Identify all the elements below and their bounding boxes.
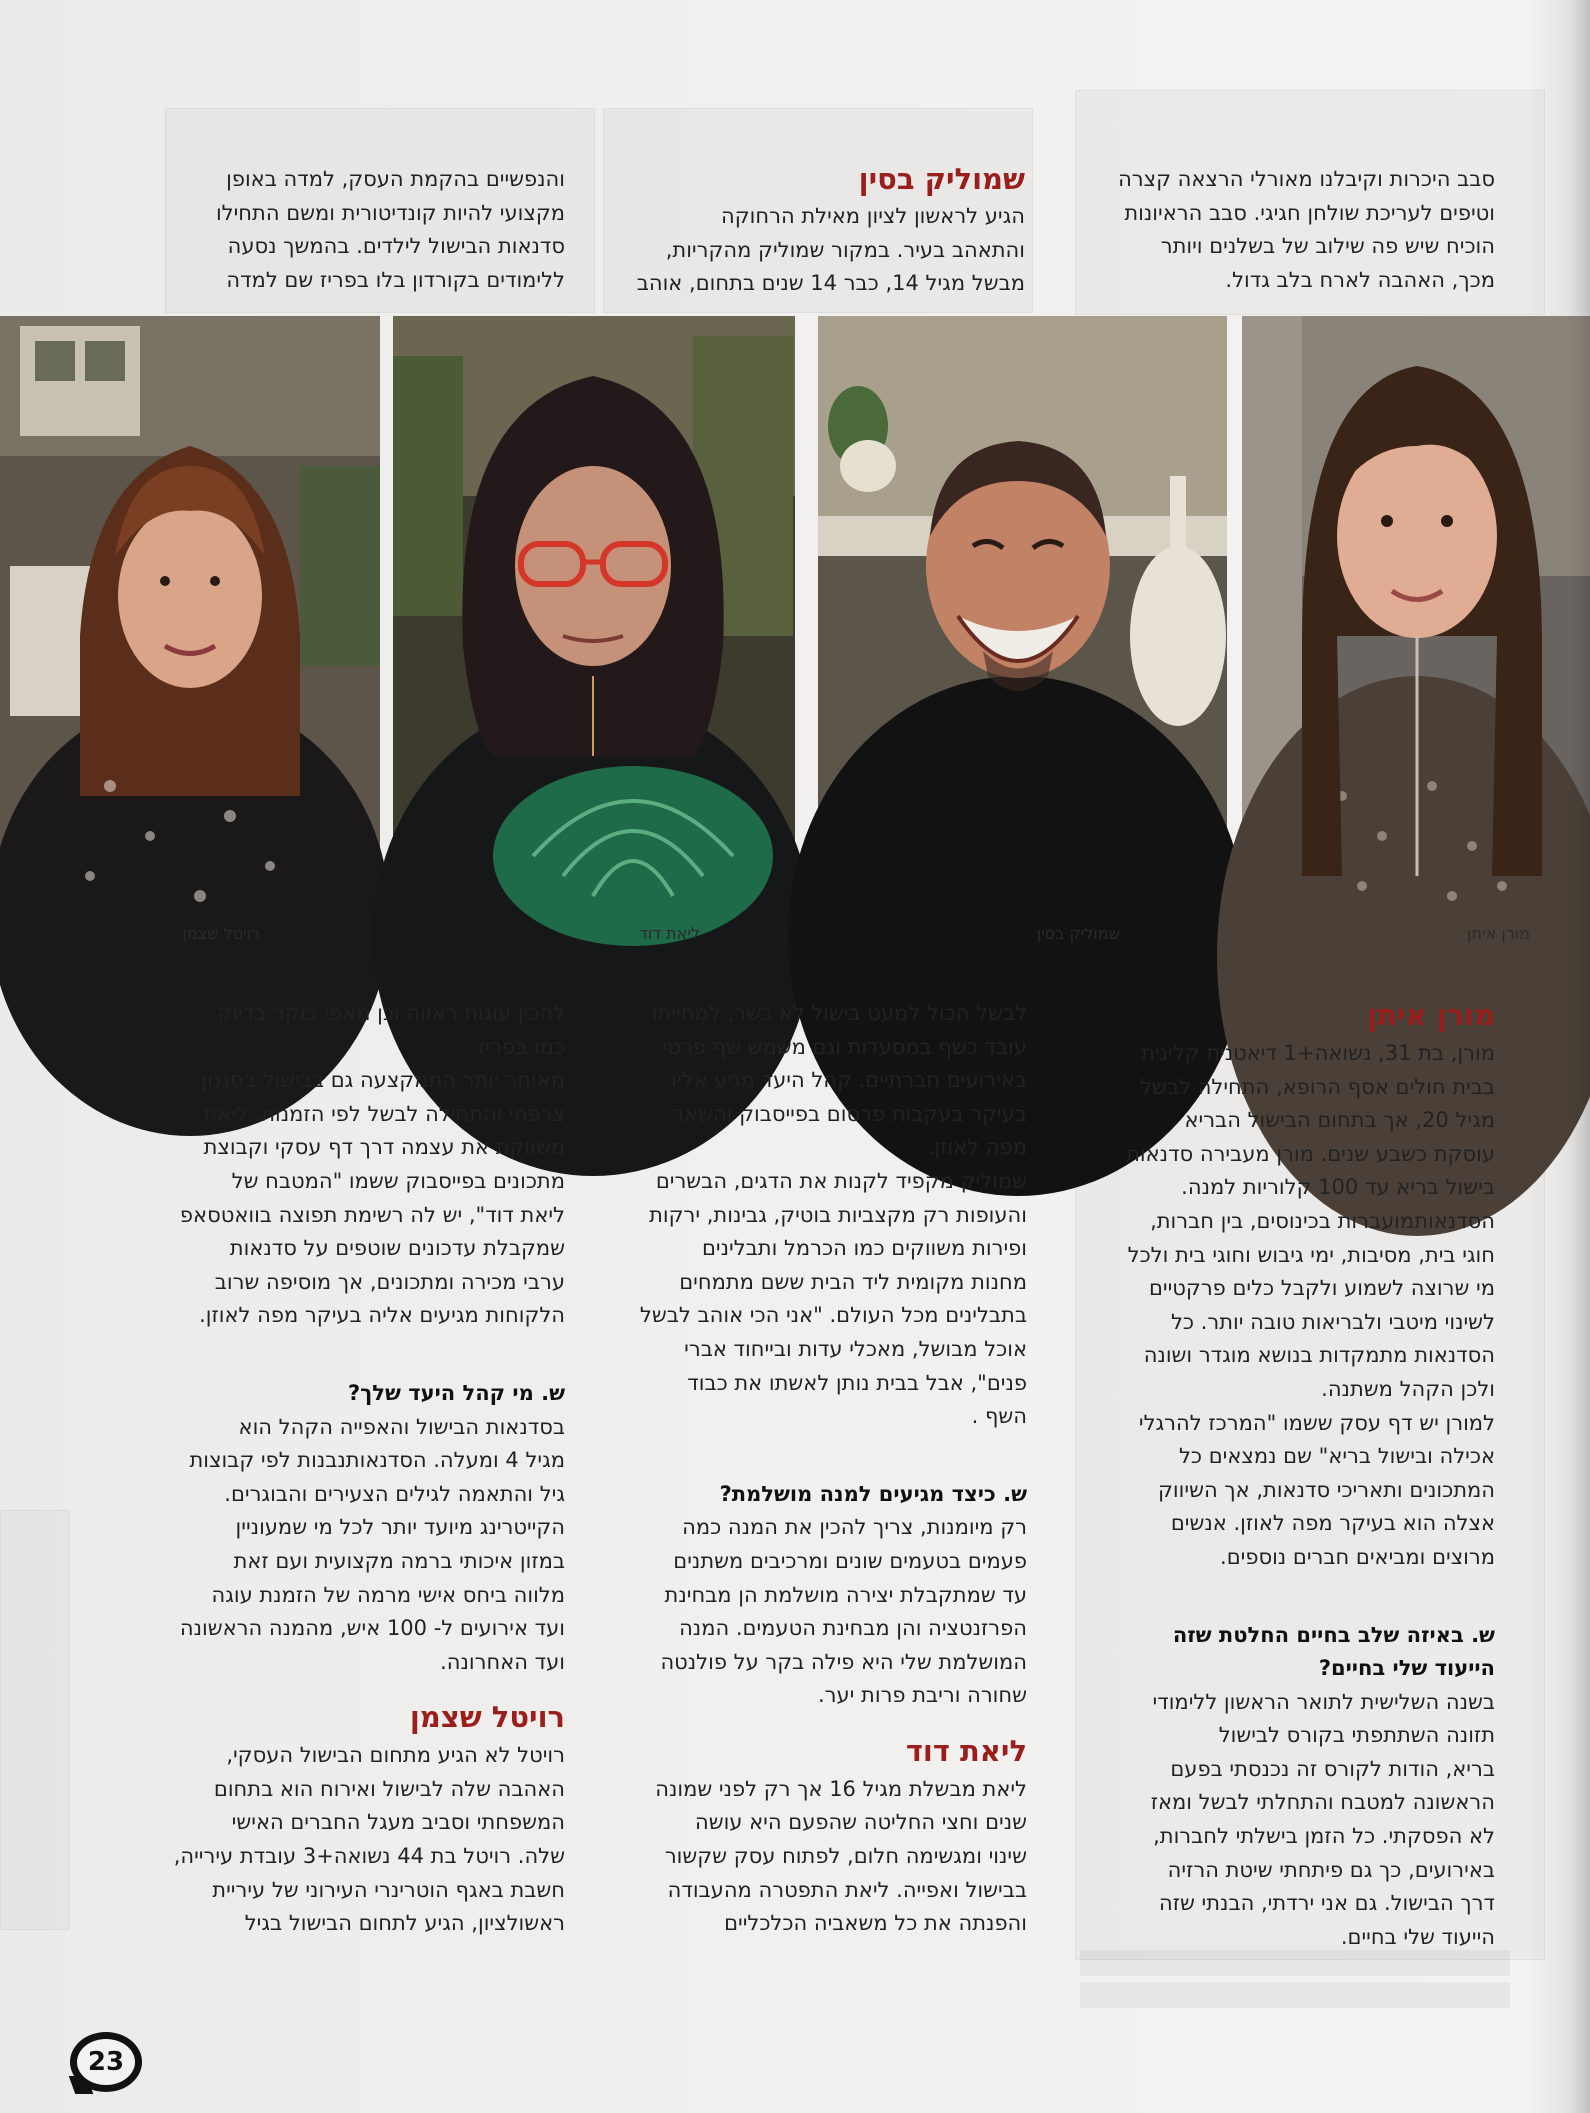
- text-line: צרפתי והתחילה לבשל לפי הזמנות. ליאת: [203, 1101, 565, 1126]
- text-line: שמוליק מקפיד לקנות את הדגים, הבשרים: [655, 1168, 1027, 1193]
- text-line: מגיל 20, אך בתחום הבישול הבריא: [1184, 1108, 1495, 1133]
- text-line: בשנה השלישית לתואר הראשון ללימודי: [1152, 1689, 1495, 1714]
- text-line: חשבת באגף הוטרינרי העירוני של עיריית: [212, 1877, 565, 1902]
- portrait-image: [818, 316, 1227, 919]
- text-line: הסדנאותמועברות בכינוסים, בין חברות,: [1150, 1208, 1495, 1233]
- text-line: וטיפים לעריכת שולחן חגיגי. סבב הראיונות: [1124, 200, 1495, 225]
- text-line: המתכונים ותאריכי סדנאות, אך השיווק: [1158, 1477, 1495, 1502]
- photo-caption: ליאת דוד: [639, 924, 700, 943]
- text-line: שחורה וריבת פרות יער.: [818, 1683, 1027, 1708]
- interview-question: ש. כיצד מגיעים למנה מושלמת?: [719, 1481, 1027, 1506]
- text-line: הקייטרינג מיועד יותר לכל מי שמעוניין: [235, 1515, 565, 1540]
- article-column-right: [1075, 995, 1495, 1949]
- text-line: במזון איכותי ברמה מקצועית ועם זאת: [233, 1548, 565, 1573]
- text-line: בתבלינים מכל העולם. "אני הכי אוהב לבשל: [639, 1303, 1027, 1328]
- text-line: הלקוחות מגיעים אליה בעיקר מפה לאוזן.: [199, 1303, 565, 1328]
- section-heading-liat: ליאת דוד: [905, 1733, 1027, 1768]
- text-line: והתאהב בעיר. במקור שמוליק מהקריות,: [665, 237, 1025, 262]
- text-line: המושלמת שלי היא פילה בקר על פולנטה: [660, 1649, 1027, 1674]
- text-line: מאוחר יותר התמקצעה גם בבישול בסגנון: [201, 1068, 565, 1093]
- text-line: כמו בפריז.: [471, 1034, 565, 1059]
- text-line: והעופות רק מקצביות בוטיק, גבינות, ירקות: [649, 1202, 1027, 1227]
- text-line: מכך, האהבה לארח בלב גדול.: [1225, 267, 1495, 292]
- background-bleed-strip: [1080, 1982, 1510, 2008]
- text-line: לשינוי מיטבי ולבריאות טובה יותר. כל: [1170, 1309, 1495, 1334]
- text-line: להכין עוגות ראווה וכן מאפי בוקר בדיוק: [217, 1001, 565, 1025]
- portrait-image: [0, 316, 380, 919]
- photo-caption: רויטל שצמן: [182, 924, 260, 943]
- text-line: שמקבלת עדכונים שוטפים על סדנאות: [229, 1236, 565, 1261]
- text-line: משווקת את עצמה דרך דף עסקי וקבוצת: [203, 1135, 565, 1160]
- text-line: הייעוד שלי בחיים.: [1340, 1924, 1495, 1949]
- text-line: סבב היכרות וקיבלנו מאורלי הרצאה קצרה: [1118, 167, 1495, 191]
- top-column-right: [1075, 163, 1495, 309]
- text-line: והנפשיים בהקמת העסק, למדה באופן: [226, 167, 565, 191]
- text-line: אכילה ובישול בריא" שם נמצאים כל: [1178, 1444, 1495, 1469]
- text-line: רק מיומנות, צריך להכין את המנה כמה: [682, 1515, 1027, 1540]
- paragraph-gap: [1075, 1575, 1495, 1619]
- text-line: מקצועי להיות קונדיטורית ומשם התחילו: [215, 200, 565, 225]
- text-line: הוכיח שיש פה שילוב של בשלנים ויותר: [1160, 234, 1495, 259]
- text-line: רויטל לא הגיע מתחום הבישול העסקי,: [226, 1743, 565, 1768]
- text-line: והפנתה את כל משאביה הכלכליים: [724, 1911, 1027, 1936]
- text-line: הסדנאות מתמקדות בנושא מוגדר ושונה: [1143, 1343, 1495, 1368]
- text-line: עוסקת כשבע שנים. מורן מעבירה סדנאות: [1126, 1141, 1495, 1166]
- text-line: האהבה שלה לבישול ואירוח הוא בתחום: [213, 1776, 565, 1801]
- text-line: השף .: [971, 1404, 1027, 1429]
- text-line: בבית חולים אסף הרופא, התחילה לבשל: [1140, 1074, 1495, 1099]
- interview-question: ש. מי קהל היעד שלך?: [347, 1380, 565, 1405]
- text-line: אצלה הוא בעיקר מפה לאוזן. אנשים: [1170, 1511, 1495, 1536]
- article-column-left: [150, 997, 565, 1936]
- text-line: הפרזנטציה והן מבחינת הטעמים. המנה: [679, 1616, 1027, 1641]
- text-line: ראשולציון, הגיע לתחום הבישול בגיל: [244, 1911, 565, 1936]
- text-line: מרוצים ומביאים חברים נוספים.: [1220, 1544, 1495, 1569]
- text-line: ללימודים בקורדון בלו בפריז שם למדה: [226, 267, 565, 292]
- paragraph-gap: [615, 1434, 1027, 1478]
- text-line: מגיל 4 ומעלה. הסדנאותנבנות לפי קבוצות: [189, 1448, 565, 1473]
- text-line: למורן יש דף עסק ששמו "המרכז להרגלי: [1138, 1410, 1495, 1435]
- text-line: פנים", אבל בבית נותן לאשתו את כבוד: [687, 1370, 1027, 1395]
- text-line: בישול בריא עד 100 קלוריות למנה.: [1181, 1175, 1495, 1200]
- text-line: תזונה השתתפתי בקורס לבישול: [1218, 1723, 1495, 1748]
- text-line: מתכונים בפייסבוק ששמו "המטבח של: [231, 1168, 565, 1193]
- text-line: שלה. רויטל בת 44 נשואה+3 עובדת עירייה,: [173, 1844, 565, 1869]
- text-line: מחנות מקומית ליד הבית ששם מתמחים: [679, 1269, 1027, 1294]
- text-line: דרך הבישול. גם אני ירדתי, הבנתי שזה: [1159, 1891, 1495, 1916]
- page-edge-shadow: [1568, 0, 1590, 2113]
- text-line: בסדנאות הבישול והאפייה הקהל הוא: [238, 1414, 565, 1439]
- interview-question: הייעוד שלי בחיים?: [1318, 1656, 1495, 1681]
- paragraph-gap: [615, 1713, 1027, 1731]
- text-line: ועד האחרונה.: [440, 1649, 565, 1674]
- text-line: ולכן הקהל משתנה.: [1321, 1376, 1495, 1401]
- interview-question: ש. באיזה שלב בחיים החלטת שזה: [1172, 1622, 1495, 1647]
- text-line: הראשונה למטבח והתחלתי לבשל ומאז: [1150, 1790, 1495, 1815]
- top-column-middle: [615, 160, 1025, 310]
- text-line: המשפחתי וסביב מעגל החברים האישי: [231, 1810, 565, 1835]
- text-line: לא הפסקתי. כל הזמן בישלתי לחברות,: [1153, 1824, 1495, 1849]
- text-line: ליאת דוד", יש לה רשימת תפוצה בוואטסאפ: [179, 1202, 565, 1227]
- text-line: חוגי בית, מסיבות, ימי גיבוש וחוגי בית ולכל: [1127, 1242, 1495, 1267]
- text-line: באירועים חברתיים. קהל היעד מגיע אליו: [671, 1068, 1027, 1093]
- text-line: הגיע לראשון לציון מאילת הרחוקה: [721, 204, 1025, 228]
- text-line: ערבי מכירה ומתכונים, אך מוסיפה שרוב: [214, 1269, 565, 1294]
- text-line: מלווה ביחס אישי מרמה של הזמנת עוגה: [211, 1582, 565, 1607]
- text-line: ליאת מבשלת מגיל 16 אך רק לפני שמונה: [655, 1776, 1027, 1801]
- section-heading: שמוליק בסין: [858, 162, 1025, 196]
- text-line: ועד אירועים ל- 100 איש, מהמנה הראשונה: [179, 1616, 565, 1641]
- paragraph-gap: [150, 1679, 565, 1697]
- text-line: שנים וחצי החליטה שהפעם היא עושה: [694, 1810, 1027, 1835]
- text-line: לבשל הכול למעט בישול לא כשר, למחייתו: [651, 1001, 1027, 1025]
- text-line: ופירות משווקים כמו הכרמל ותבלינים: [701, 1236, 1027, 1261]
- text-line: מי שרוצה לשמוע ולקבל כלים פרקטיים: [1148, 1276, 1495, 1301]
- text-line: פעמים בטעמים שונים ומרכיבים משתנים: [673, 1548, 1027, 1573]
- text-line: שינוי ומגשימה חלום, לפתוח עסק שקשור: [664, 1844, 1027, 1869]
- text-line: בעיקר בעקבות פרסום בפייסבוק והשאר: [672, 1101, 1027, 1126]
- text-line: מורן, בת 31, נשואה+1 דיאטנית קלינית: [1141, 1041, 1495, 1065]
- photo-caption: שמוליק בסין: [1036, 924, 1120, 943]
- text-line: עד שמתקבלת יצירה מושלמת הן מבחינת: [664, 1582, 1027, 1607]
- page-number-badge: [66, 2032, 152, 2096]
- background-bleed-box: [0, 1510, 70, 1930]
- top-column-left: [150, 163, 565, 309]
- text-line: באירועים, כך גם פיתחתי שיטת הרזיה: [1167, 1857, 1495, 1882]
- portrait-image: [1242, 316, 1590, 919]
- text-line: בבישול ואפייה. ליאת התפטרה מהעבודה: [667, 1877, 1027, 1902]
- text-line: גיל והתאמה לגילים הצעירים והבוגרים.: [224, 1481, 565, 1506]
- text-line: בריא, הודות לקורס זה נכנסתי בפעם: [1170, 1756, 1495, 1781]
- portrait-photo-liat: [393, 316, 795, 919]
- portrait-image: [393, 316, 795, 919]
- page-number: 23: [87, 2047, 125, 2077]
- text-line: עובד כשף במסעדות וגם משמש שף פרטי: [662, 1034, 1027, 1059]
- portrait-photo-shmulik: [818, 316, 1227, 919]
- text-line: סדנאות הבישול לילדים. בהמשך נסעה: [227, 234, 565, 259]
- section-heading-moran: מורן איתן: [1367, 998, 1495, 1032]
- photo-caption: מורן איתן: [1467, 924, 1530, 943]
- text-line: מפה לאוזן.: [927, 1135, 1027, 1160]
- portrait-photo-moran: [1242, 316, 1590, 919]
- article-column-middle: [615, 997, 1027, 1936]
- text-line: מבשל מגיל 14, כבר 14 שנים בתחום, אוהב: [636, 271, 1025, 296]
- section-heading-revital: רויטל שצמן: [409, 1700, 565, 1735]
- portrait-photo-revital: [0, 316, 380, 919]
- text-line: אוכל מבושל, מאכלי עדות ובייחוד אברי: [684, 1336, 1027, 1361]
- paragraph-gap: [150, 1333, 565, 1377]
